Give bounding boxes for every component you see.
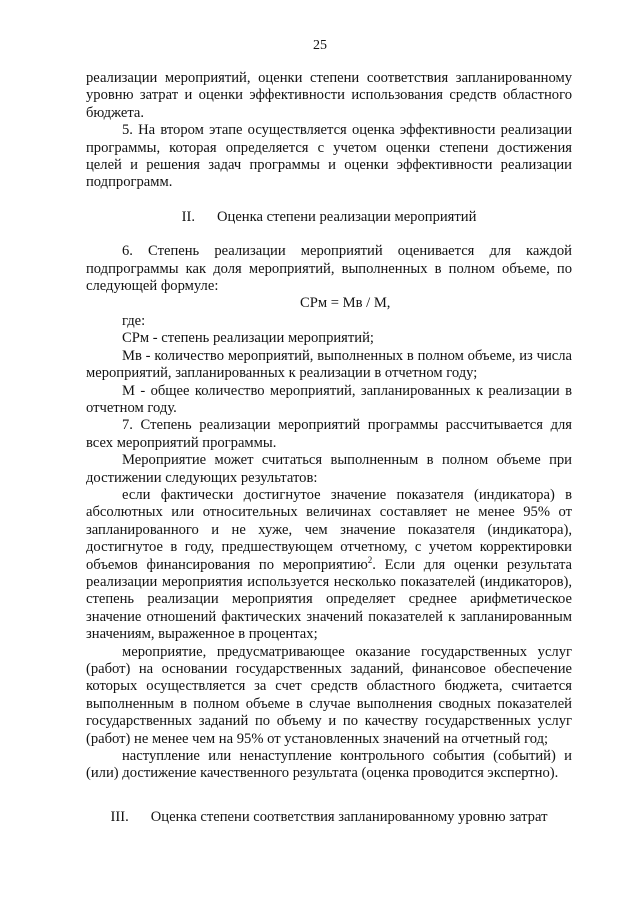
page-number: 25 — [313, 38, 327, 53]
paragraph-indicator-condition — [86, 487, 572, 644]
formula: СРм = Мв / М, — [300, 295, 391, 312]
paragraph-6: 6. Степень реализации мероприятий оценивается для каждой подпрограммы как доля мероприятий, выполненных в полном объеме, по следующей формуле: — [86, 243, 572, 295]
where-label: где: — [122, 312, 146, 329]
section-title: Оценка степени реализации мероприятий — [216, 208, 477, 225]
paragraph-services-condition: мероприятие, предусматривающее оказание государственных услуг (работ) на основании государственных заданий, финансовое обеспечение которых осуществляется за счет средств областного бюджета, считается выполненным в полном объеме в случае выполнения сводных показателей государственных заданий по объему и по качеству государственных услуг (работ) не менее чем на 95% от установленных значений на отчетный год; — [86, 643, 572, 747]
definition-srm: СРм - степень реализации мероприятий; — [122, 330, 374, 347]
section-heading-3 — [86, 809, 572, 826]
paragraph-7: 7. Степень реализации мероприятий программы рассчитывается для всех мероприятий программы. — [86, 417, 572, 451]
footnote-mark: 2 — [367, 554, 373, 565]
document-body — [86, 70, 572, 843]
definition-mv: Мв - количество мероприятий, выполненных в полном объеме, из числа мероприятий, запланированных к реализации в отчетном году; — [86, 347, 572, 382]
definition-m: М - общее количество мероприятий, запланированных к реализации в отчетном году. — [86, 382, 572, 416]
section-heading-2 — [86, 209, 572, 226]
paragraph-considered: Мероприятие может считаться выполненным в полном объеме при достижении следующих результатов: — [86, 452, 572, 486]
section-title: Оценка степени соответствия запланированному уровню затрат — [150, 808, 548, 825]
paragraph-5: 5. На втором этапе осуществляется оценка эффективности реализации программы, которая определяется с учетом оценки степени достижения целей и решения задач программы и оценки эффективности реализации подпрограмм. — [86, 122, 572, 191]
paragraph-event-condition: наступление или ненаступление контрольного события (событий) и (или) достижение качественного результата (оценка проводится экспертно). — [86, 748, 572, 782]
section-number: III. — [110, 808, 129, 825]
paragraph-continuation: реализации мероприятий, оценки степени соответствия запланированному уровню затрат и оценки эффективности использования средств областного бюджета. — [86, 70, 572, 121]
indicator-condition-part2: . Если для оценки результата реализации мероприятия используется несколько показателей (индикаторов), степень реализации мероприятия определяет среднее арифметическое значение отношений фактических значений показателей к запланированным значениям, выраженное в процентах; — [86, 556, 573, 643]
indicator-condition-part1: если фактически достигнутое значение показателя (индикатора) в абсолютных или относительных величинах составляет не менее 95% от запланированного и не хуже, чем значение показателя (индикатора), достигнутое в году, предшествующем отчетному, с учетом корректировки объемов финансирования по мероприятию — [86, 486, 572, 573]
section-number: II. — [181, 208, 195, 225]
